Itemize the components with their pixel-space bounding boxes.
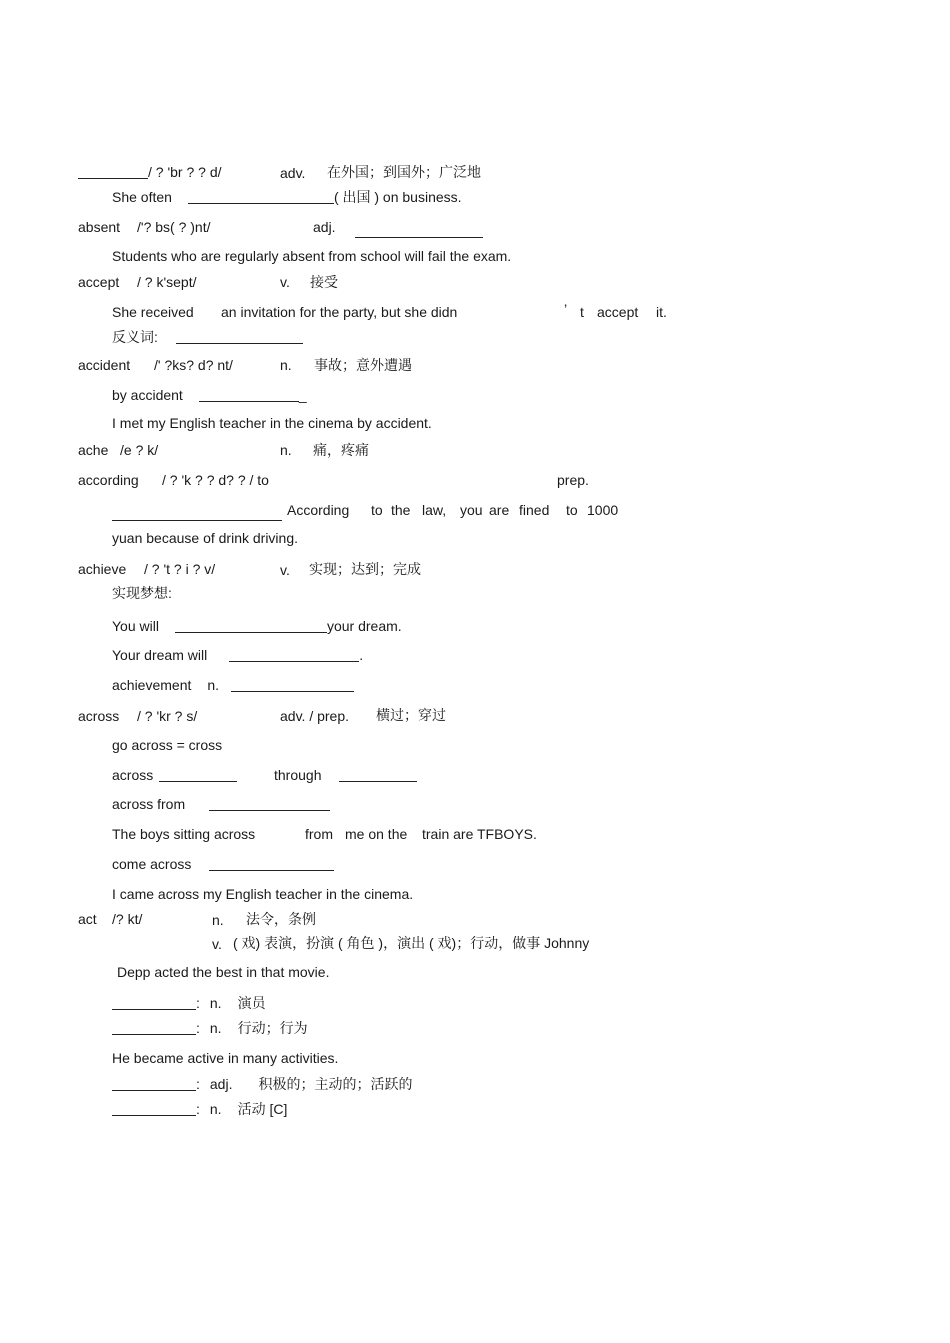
phrase-label: 实现梦想:	[112, 585, 172, 601]
pos: n.	[280, 442, 292, 458]
example-part: t	[580, 304, 584, 320]
pos: v.	[280, 274, 290, 290]
phonetic: / ? 't ? i ? v/	[144, 561, 216, 577]
phonetic: /e ? k/	[120, 442, 159, 458]
phonetic: /' ?ks? d? nt/	[154, 357, 233, 373]
derivative-row: : n. 活动 [C]	[112, 1100, 287, 1118]
example: He became active in many activities.	[112, 1050, 339, 1066]
noun-form: achievement n.	[112, 676, 354, 694]
headword: ache	[78, 442, 109, 458]
pos: v.	[280, 562, 290, 578]
apostrophe: ’	[564, 301, 568, 317]
ex-word: fined	[519, 502, 550, 518]
pos: v.	[212, 936, 222, 952]
answer-blank[interactable]	[112, 1101, 196, 1116]
phonetic: / ? 'br ? ? d/	[148, 164, 222, 180]
answer-blank[interactable]	[112, 995, 196, 1010]
answer-blank[interactable]	[112, 506, 282, 521]
ex-word: to	[371, 502, 383, 518]
across-from: across from	[112, 795, 330, 813]
meaning: ( 戏) 表演，扮演 ( 角色 )，演出 ( 戏)；行动，做事 Johnny	[233, 935, 590, 951]
answer-blank[interactable]	[188, 189, 334, 204]
phonetic: /? kt/	[112, 911, 143, 927]
meaning: 实现；达到；完成	[309, 561, 421, 577]
entry-abroad-headword	[78, 163, 222, 181]
answer-blank[interactable]	[209, 796, 330, 811]
pos: adv.	[280, 165, 306, 181]
example-cont: yuan because of drink driving.	[112, 530, 298, 546]
answer-blank[interactable]	[159, 767, 237, 782]
headword: according	[78, 472, 139, 488]
answer-blank[interactable]	[175, 618, 327, 633]
headword-blank[interactable]	[78, 164, 148, 179]
headword: accident	[78, 357, 131, 373]
example2: Your dream will .	[112, 647, 364, 663]
answer-blank[interactable]	[209, 856, 334, 871]
phonetic: / ? k'sept/	[137, 274, 197, 290]
example-part: it.	[656, 304, 667, 320]
answer-blank[interactable]	[231, 677, 354, 692]
headword: act	[78, 911, 97, 927]
headword: across	[78, 708, 120, 724]
example-part: from	[305, 826, 333, 842]
pos: n.	[212, 912, 224, 928]
phrase-line: by accident _	[112, 387, 307, 403]
meaning: 接受	[310, 274, 338, 290]
headword: absent	[78, 219, 121, 235]
phonetic: / ? 'k ? ? d? ? / to	[162, 472, 269, 488]
answer-blank[interactable]	[112, 1020, 196, 1035]
example: I met my English teacher in the cinema by accident.	[112, 415, 432, 431]
derivative-row: : n. 行动；行为	[112, 1019, 308, 1037]
ex-word: you	[460, 502, 483, 518]
derivative-row: : adj. 积极的；主动的；活跃的	[112, 1075, 412, 1093]
example-part: train are TFBOYS.	[422, 826, 537, 842]
come-across: come across	[112, 855, 334, 873]
answer-blank[interactable]	[229, 647, 359, 662]
example-part: She received	[112, 304, 194, 320]
answer-blank[interactable]	[112, 1076, 196, 1091]
phonetic: / ? 'kr ? s/	[137, 708, 198, 724]
answer-blank[interactable]	[176, 329, 303, 344]
headword: achieve	[78, 561, 127, 577]
pos: adv. / prep.	[280, 708, 350, 724]
answer-blank[interactable]	[339, 767, 417, 782]
ex-word: the	[391, 502, 411, 518]
example-part: an invitation for the party, but she didn	[221, 304, 458, 320]
ex-word: are	[489, 502, 510, 518]
example-part: accept	[597, 304, 639, 320]
answer-blank[interactable]	[199, 387, 299, 402]
example-abroad: She often ( 出国 ) on business.	[112, 189, 462, 205]
phonetic: /'? bs( ? )nt/	[137, 219, 211, 235]
derivative-row: : n. 演员	[112, 994, 266, 1012]
example: Students who are regularly absent from school will fail the exam.	[112, 248, 512, 264]
ex-word: According	[287, 502, 350, 518]
example1: You will your dream.	[112, 618, 402, 634]
answer-blank-container	[355, 222, 483, 240]
pos: prep.	[557, 472, 589, 488]
pos: n.	[280, 357, 292, 373]
synonym: go across = cross	[112, 737, 223, 753]
ex-word: to	[566, 502, 578, 518]
ex-word: law,	[422, 502, 447, 518]
meaning: 事故；意外遭遇	[314, 357, 412, 373]
ex-word: 1000	[587, 502, 619, 518]
answer-blank[interactable]	[355, 223, 483, 238]
answer-blank-container	[112, 505, 282, 523]
meaning: 痛，疼痛	[313, 442, 369, 458]
meaning: 法令，条例	[246, 911, 316, 927]
antonym-line: 反义词:	[112, 328, 303, 346]
compare-across: across	[112, 766, 237, 784]
example: I came across my English teacher in the cinema.	[112, 886, 414, 902]
headword: accept	[78, 274, 120, 290]
example-part: The boys sitting across	[112, 826, 256, 842]
meaning: 在外国；到国外；广泛地	[327, 164, 481, 180]
example-part: me on the	[345, 826, 408, 842]
pos: adj.	[313, 219, 336, 235]
example-cont: Depp acted the best in that movie.	[117, 964, 330, 980]
meaning: 横过；穿过	[376, 707, 446, 723]
compare-through: through	[274, 766, 417, 784]
